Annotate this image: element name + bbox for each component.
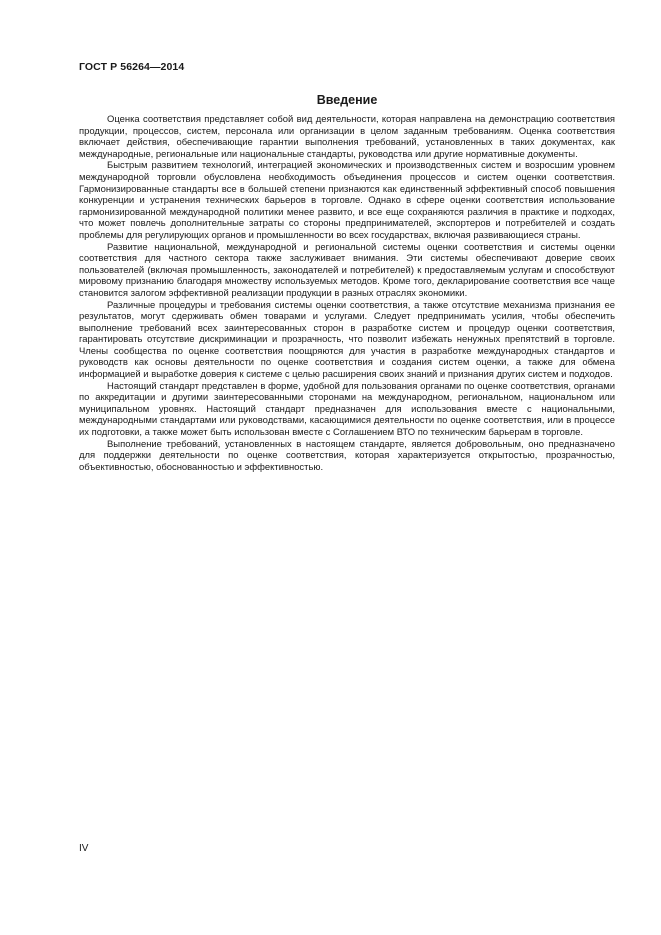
- page-number: IV: [79, 843, 89, 854]
- paragraph-4: Различные процедуры и требования системы оценки соответствия, а также отсутствие механизма признания ее результатов, могут сдерживать обмен товарами и услугами. Следует предпринимать усилия, чтобы обеспечить выполнение требований всех заинтересованных сторон в разработке систем и процедур оценки соответствия, гарантировать отсутствие дискриминации и прозрачность, что позволит избежать ненужных препятствий в торговле. Члены сообщества по оценке соответствия поощряются для участия в разработке международных стандартов и руководств как основы деятельности по оценке соответствия и создания систем оценки, а также для обмена информацией и выработке доверия к системе с целью расширения своих знаний и признания других систем и подходов.: [79, 299, 615, 381]
- paragraph-1: Оценка соответствия представляет собой вид деятельности, которая направлена на демонстрацию соответствия продукции, процессов, систем, персонала или организации в целом заданным требованиям. Оценка соответствия включает действия, обеспечивающие гарантии выполнения требований, установленных в таких документах, как международные, региональные или национальные стандарты, руководства или другие нормативные документы.: [79, 114, 615, 160]
- section-title: Введение: [316, 93, 378, 107]
- paragraph-5: Настоящий стандарт представлен в форме, удобной для пользования органами по оценке соответствия, органами по аккредитации и другими заинтересованными сторонами на международном, региональном, национальном или муниципальном уровнях. Настоящий стандарт предназначен для использования вместе с национальными, международными стандартами или руководствами, касающимися деятельности по оценке соответствия, или в процессе их подготовки, а также может быть использован вместе с Соглашением ВТО по техническим барьерам в торговле.: [79, 380, 615, 439]
- paragraph-6: Выполнение требований, установленных в настоящем стандарте, является добровольным, оно предназначено для поддержки деятельности по оценке соответствия, которая характеризуется открытостью, прозрачностью, объективностью, обоснованностью и эффективностью.: [79, 438, 615, 473]
- document-body: [79, 114, 615, 473]
- paragraph-3: Развитие национальной, международной и региональной системы оценки соответствия и системы оценки соответствия для частного сектора также заслуживает внимания. Эти системы обеспечивают доверие своих пользователей (включая промышленность, законодателей и потребителей) к предоставляемым услугам и способствуют мировому признанию благодаря множеству используемых методов. Кроме того, декларирование соответствия все чаще становится залогом эффективной реализации продукции в разных отраслях экономики.: [79, 241, 615, 299]
- document-header: ГОСТ Р 56264—2014: [79, 61, 185, 73]
- paragraph-2: Быстрым развитием технологий, интеграцией экономических и производственных систем и возросшим уровнем международной торговли обусловлена необходимость объединения процессов и систем оценки соответствия. Гармонизированные стандарты все в большей степени признаются как единственный эффективный способ повышения конкуренции и устранения технических барьеров в торговле. Однако в сфере оценки соответствия использование гармонизированной международной политики менее развито, и все еще сохраняются различия в практике и подходах, что может повлечь дополнительные затраты со стороны предпринимателей, экспортеров и потребителей и создать проблемы для регулирующих органов и промышленности во всех государствах, включая развивающиеся страны.: [79, 160, 615, 241]
